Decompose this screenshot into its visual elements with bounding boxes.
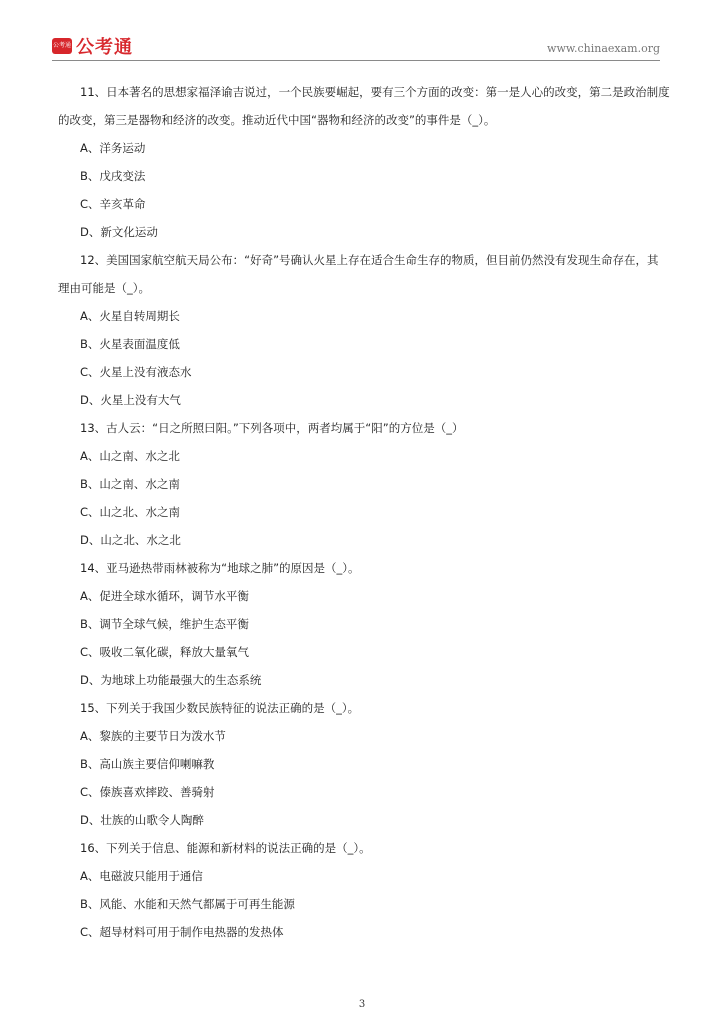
option-d: D、山之北、水之北 [80,533,181,547]
option-a: A、电磁波只能用于通信 [80,869,203,883]
question-14 [58,554,670,694]
option-b: B、风能、水能和天然气都属于可再生能源 [80,897,295,911]
option-c: C、火星上没有液态水 [80,365,192,379]
question-16 [58,834,670,946]
question-stem: 14、亚马逊热带雨林被称为“地球之肺”的原因是（_）。 [80,561,360,575]
logo [52,36,133,56]
page-header [52,34,660,61]
question-11 [58,78,670,246]
option-a: A、火星自转周期长 [80,309,180,323]
option-d: D、为地球上功能最强大的生态系统 [80,673,262,687]
option-c: C、吸收二氧化碳，释放大量氧气 [80,645,250,659]
option-c: C、超导材料可用于制作电热器的发热体 [80,925,284,939]
option-b: B、高山族主要信仰喇嘛教 [80,757,215,771]
option-a: A、促进全球水循环，调节水平衡 [80,589,249,603]
question-stem: 12、美国国家航空航天局公布：“好奇”号确认火星上存在适合生命生存的物质，但目前仍然没有发现生命存在，其理由可能是（_）。 [58,253,659,295]
page-number: 3 [358,999,366,1010]
option-d: D、壮族的山歌令人陶醉 [80,813,204,827]
question-stem: 13、古人云：“日之所照曰阳。”下列各项中，两者均属于“阳”的方位是（_） [80,421,464,435]
option-a: A、洋务运动 [80,141,146,155]
option-d: D、新文化运动 [80,225,158,239]
site-url: www.chinaexam.org [547,42,660,55]
logo-badge: 公考通 [52,38,72,54]
option-c: C、辛亥革命 [80,197,146,211]
option-b: B、山之南、水之南 [80,477,180,491]
question-list [58,78,670,946]
option-b: B、调节全球气候，维护生态平衡 [80,617,249,631]
option-d: D、火星上没有大气 [80,393,181,407]
question-12 [58,246,670,414]
option-b: B、火星表面温度低 [80,337,180,351]
option-b: B、戊戌变法 [80,169,146,183]
option-c: C、傣族喜欢摔跤、善骑射 [80,785,215,799]
question-13 [58,414,670,554]
option-a: A、山之南、水之北 [80,449,180,463]
option-c: C、山之北、水之南 [80,505,181,519]
question-stem: 16、下列关于信息、能源和新材料的说法正确的是（_）。 [80,841,371,855]
question-15 [58,694,670,834]
logo-text: 公考通 [76,37,133,58]
option-a: A、黎族的主要节日为泼水节 [80,729,226,743]
question-stem: 15、下列关于我国少数民族特征的说法正确的是（_）。 [80,701,360,715]
question-stem: 11、日本著名的思想家福泽谕吉说过，一个民族要崛起，要有三个方面的改变：第一是人心的改变，第二是政治制度的改变，第三是器物和经济的改变。推动近代中国“器物和经济的改变”的事件是（_）。 [58,85,670,127]
